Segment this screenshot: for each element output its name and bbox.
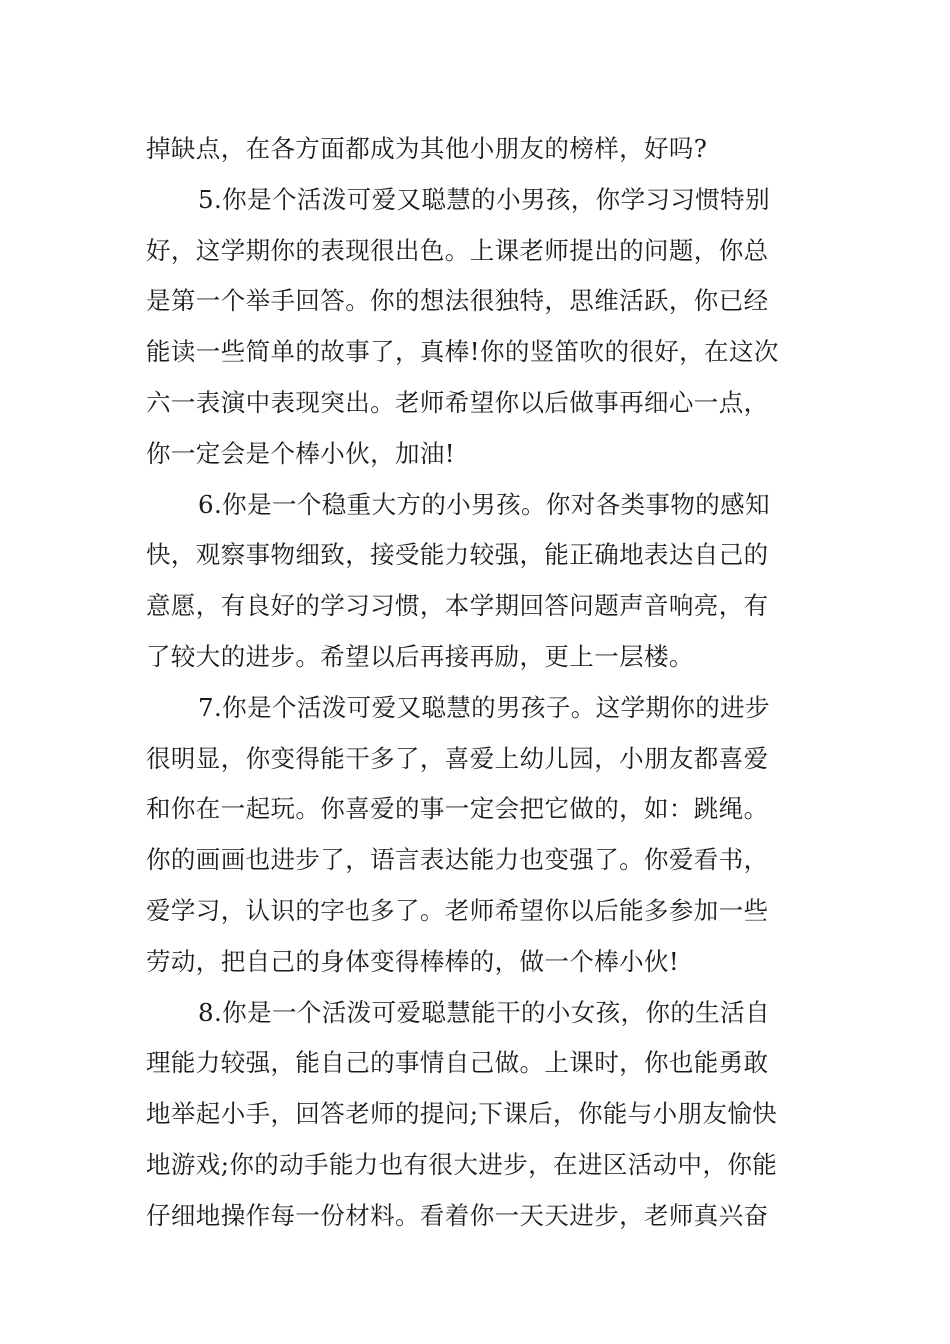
text-line: 和你在一起玩。你喜爱的事一定会把它做的，如：跳绳。 [146,794,769,824]
paragraph-start-line: 6.你是一个稳重大方的小男孩。你对各类事物的感知 [198,489,770,519]
text-line: 能读一些简单的故事了，真棒!你的竖笛吹的很好，在这次 [146,337,779,367]
text-line: 你一定会是个棒小伙，加油! [146,438,456,468]
text-line: 仔细地操作每一份材料。看着你一天天进步，老师真兴奋 [146,1200,769,1230]
text-line: 劳动，把自己的身体变得棒棒的，做一个棒小伙! [146,946,680,976]
text-line: 掉缺点，在各方面都成为其他小朋友的榜样，好吗? [146,134,708,163]
text-line: 是第一个举手回答。你的想法很独特，思维活跃，你已经 [146,286,769,316]
text-line: 地游戏;你的动手能力也有很大进步，在进区活动中，你能 [146,1149,778,1179]
text-line: 快，观察事物细致，接受能力较强，能正确地表达自己的 [146,540,769,570]
document-body [146,124,810,1242]
text-line: 很明显，你变得能干多了，喜爱上幼儿园，小朋友都喜爱 [146,743,769,773]
text-line: 爱学习，认识的字也多了。老师希望你以后能多参加一些 [146,895,769,925]
text-line: 地举起小手，回答老师的提问;下课后，你能与小朋友愉快 [146,1099,778,1129]
text-line: 理能力较强，能自己的事情自己做。上课时，你也能勇敢 [146,1048,769,1078]
paragraph-start-line: 7.你是个活泼可爱又聪慧的男孩子。这学期你的进步 [198,692,770,722]
paragraph-start-line: 8.你是一个活泼可爱聪慧能干的小女孩，你的生活自 [198,997,770,1027]
text-line: 好，这学期你的表现很出色。上课老师提出的问题，你总 [146,235,769,265]
text-line: 你的画画也进步了，语言表达能力也变强了。你爱看书， [146,845,769,875]
text-line: 六一表演中表现突出。老师希望你以后做事再细心一点， [146,387,769,417]
text-line: 了较大的进步。希望以后再接再励，更上一层楼。 [146,641,694,671]
paragraph-start-line: 5.你是个活泼可爱又聪慧的小男孩，你学习习惯特别 [198,184,770,214]
text-line: 意愿，有良好的学习习惯，本学期回答问题声音响亮，有 [146,591,769,621]
